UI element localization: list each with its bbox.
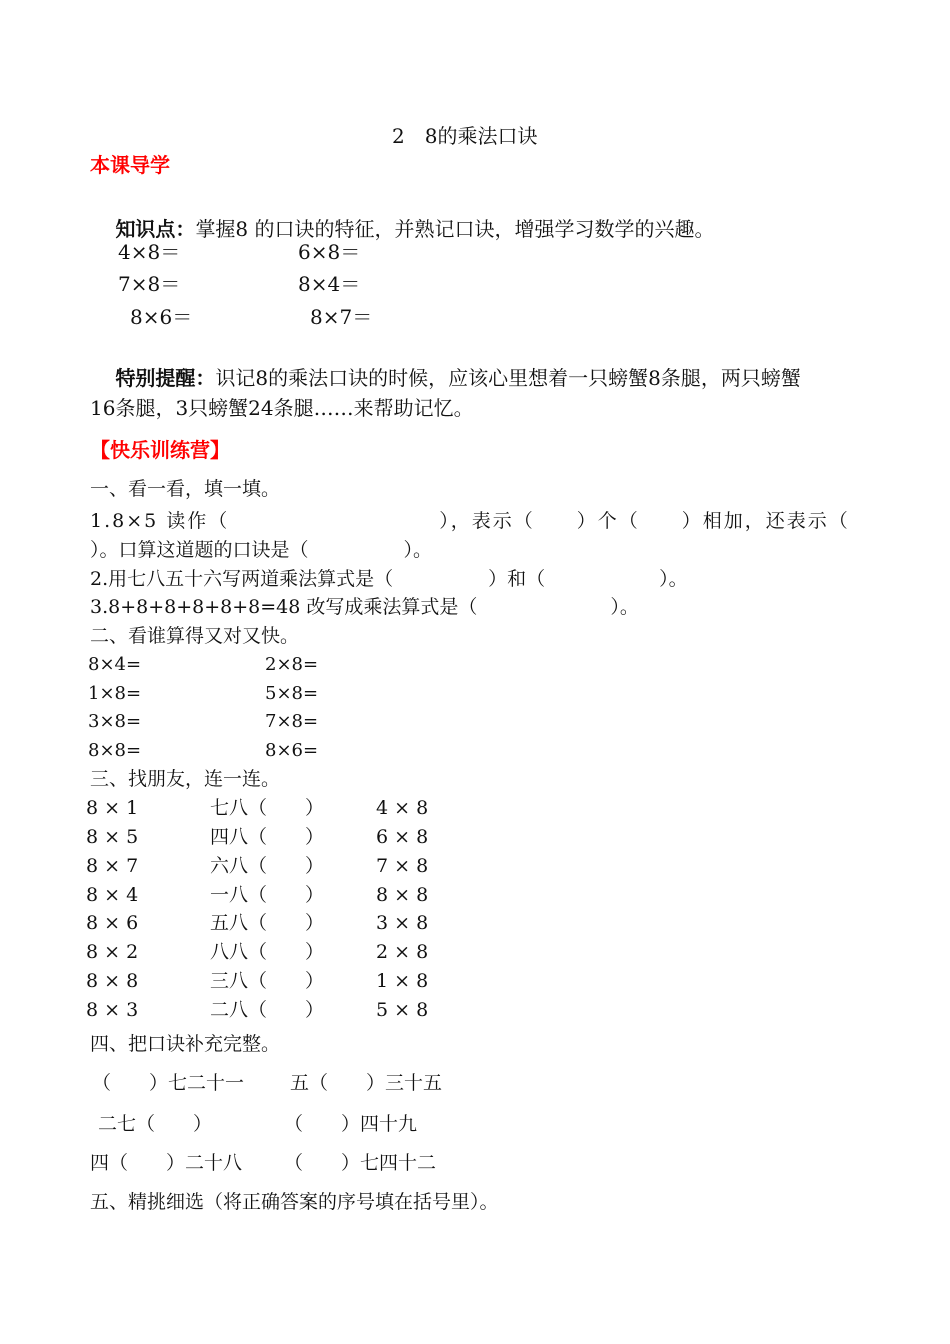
match-left: 8 × 7: [86, 855, 139, 877]
practice-expr: 7×8＝: [118, 272, 181, 296]
page-title: 2 8的乘法口诀: [392, 124, 538, 148]
match-right: 1 × 8: [376, 970, 429, 992]
match-right: 7 × 8: [376, 855, 429, 877]
match-left: 8 × 2: [86, 941, 139, 963]
section-1-title: 一、看一看，填一填。: [90, 478, 281, 500]
question-2: 2.用七八五十六写两道乘法算式是（ ）和（ ）。: [90, 568, 688, 590]
match-left: 8 × 6: [86, 912, 139, 934]
calc-item: 2×8=: [265, 654, 319, 675]
match-middle: 六八（ ）: [210, 855, 325, 877]
practice-expr: 8×4＝: [298, 272, 361, 296]
calc-item: 1×8=: [88, 683, 142, 704]
verse-item: （ ）七二十一: [92, 1072, 245, 1094]
verse-item: （ ）七四十二: [284, 1152, 437, 1174]
reminder-text-continued: 16条腿，3只螃蟹24条腿……来帮助记忆。: [90, 396, 474, 420]
practice-expr: 8×6＝: [130, 305, 193, 329]
calc-item: 3×8=: [88, 711, 142, 732]
match-middle: 四八（ ）: [210, 826, 325, 848]
match-middle: 二八（ ）: [210, 999, 325, 1021]
match-left: 8 × 8: [86, 970, 139, 992]
question-1-line-1: 1.8×5 读作（ ），表示（ ）个（ ）相加，还表示（: [90, 510, 850, 532]
section-5-title: 五、精挑细选（将正确答案的序号填在括号里）。: [90, 1191, 499, 1213]
reminder-text: 识记8的乘法口诀的时候，应该心里想着一只螃蟹8条腿，两只螃蟹: [215, 366, 801, 390]
section-2-title: 二、看谁算得又对又快。: [90, 625, 300, 647]
knowledge-label: 知识点：: [115, 217, 196, 241]
verse-item: （ ）四十九: [284, 1113, 418, 1135]
match-middle: 八八（ ）: [210, 941, 325, 963]
guide-heading: 本课导学: [90, 153, 170, 177]
match-left: 8 × 1: [86, 797, 139, 819]
calc-item: 8×6=: [265, 740, 319, 761]
verse-item: 四（ ）二十八: [90, 1152, 243, 1174]
camp-heading: 【快乐训练营】: [90, 438, 230, 462]
practice-expr: 6×8＝: [298, 240, 361, 264]
knowledge-line: [90, 199, 715, 259]
knowledge-text: 掌握8 的口诀的特征，并熟记口诀，增强学习数学的兴趣。: [195, 217, 715, 241]
match-right: 5 × 8: [376, 999, 429, 1021]
match-middle: 一八（ ）: [210, 884, 325, 906]
match-middle: 三八（ ）: [210, 970, 325, 992]
practice-expr: 8×7＝: [310, 305, 373, 329]
match-middle: 七八（ ）: [210, 797, 325, 819]
match-right: 8 × 8: [376, 884, 429, 906]
calc-item: 7×8=: [265, 711, 319, 732]
match-left: 8 × 4: [86, 884, 139, 906]
practice-expr: 4×8＝: [118, 240, 181, 264]
verse-item: 五（ ）三十五: [290, 1072, 443, 1094]
section-3-title: 三、找朋友，连一连。: [90, 768, 281, 790]
match-right: 3 × 8: [376, 912, 429, 934]
match-left: 8 × 5: [86, 826, 139, 848]
match-right: 2 × 8: [376, 941, 429, 963]
calc-item: 8×4=: [88, 654, 142, 675]
verse-item: 二七（ ）: [98, 1113, 213, 1135]
calc-item: 5×8=: [265, 683, 319, 704]
match-left: 8 × 3: [86, 999, 139, 1021]
question-1-line-2: ）。口算这道题的口诀是（ ）。: [90, 539, 433, 561]
match-right: 6 × 8: [376, 826, 429, 848]
calc-item: 8×8=: [88, 740, 142, 761]
match-right: 4 × 8: [376, 797, 429, 819]
section-4-title: 四、把口诀补充完整。: [90, 1033, 281, 1055]
reminder-label: 特别提醒：: [115, 366, 216, 390]
match-middle: 五八（ ）: [210, 912, 325, 934]
question-3: 3.8+8+8+8+8+8=48 改写成乘法算式是（ ）。: [90, 596, 639, 618]
